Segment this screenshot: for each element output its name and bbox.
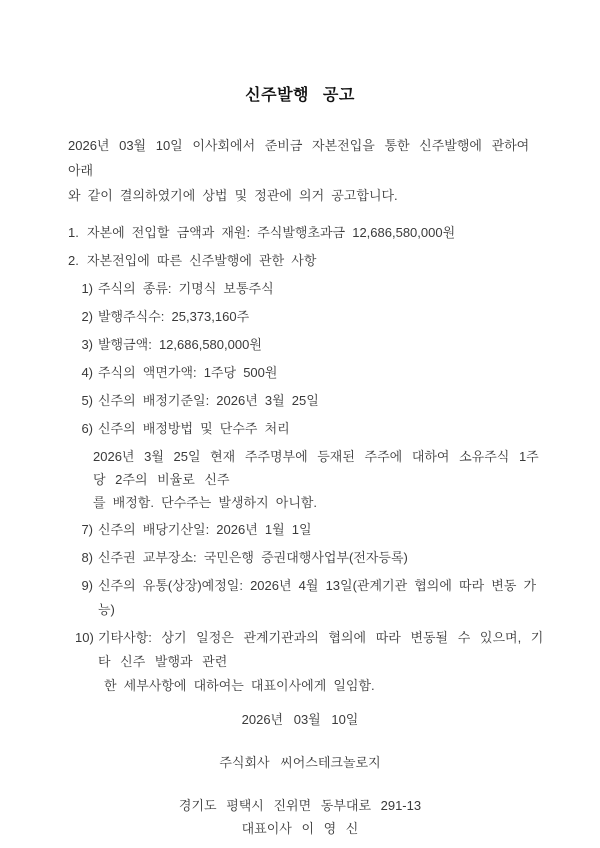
sub-item-9 — [0, 574, 600, 622]
sub-item-number: 5) — [81, 393, 93, 408]
intro-paragraph — [68, 133, 538, 208]
sub-item-number: 7) — [81, 522, 93, 537]
intro-line: 와 같이 결의하였기에 상법 및 정관에 의거 공고합니다. — [68, 188, 398, 203]
sub-item-text: 신주의 배정기준일: 2026년 3월 25일 — [98, 393, 319, 408]
sub-item-text: 신주권 교부장소: 국민은행 증권대행사업부(전자등록) — [98, 550, 408, 565]
ceo-name: 대표이사 이 영 신 — [241, 821, 359, 836]
document-title: 신주발행 공고 — [245, 87, 355, 104]
sub-item-10 — [0, 626, 600, 697]
sub-item-6-note — [0, 445, 600, 514]
sub-item-7 — [0, 518, 600, 542]
sub-item-number: 4) — [81, 365, 93, 380]
sub-item-text — [98, 626, 600, 697]
item-text: 자본전입에 따른 신주발행에 관한 사항 — [87, 253, 317, 268]
sub-item-number: 3) — [81, 337, 93, 352]
sub-item-text-line: 한 세부사항에 대하여는 대표이사에게 일임함. — [104, 678, 375, 693]
sub-item-2 — [0, 305, 600, 329]
note-line: 2026년 3월 25일 현재 주주명부에 등재된 주주에 대하여 소유주식 1주당 2주의 비율로 신주 — [93, 449, 539, 487]
sub-item-number: 8) — [81, 550, 93, 565]
sub-item-number: 2) — [81, 309, 93, 324]
notice-body — [0, 221, 600, 697]
sub-item-4 — [0, 361, 600, 385]
item-number: 2. — [68, 253, 79, 268]
sub-item-3 — [0, 333, 600, 357]
sub-item-1 — [0, 277, 600, 301]
item-number: 1. — [68, 225, 79, 240]
sub-item-text: 주식의 종류: 기명식 보통주식 — [98, 281, 274, 296]
sub-item-6 — [0, 417, 600, 441]
company-address: 경기도 평택시 진위면 동부대로 291-13 — [178, 798, 422, 813]
company-name: 주식회사 씨어스테크놀로지 — [219, 755, 381, 770]
sub-item-5 — [0, 389, 600, 413]
main-item-1 — [0, 221, 600, 245]
sub-item-text: 신주의 배당기산일: 2026년 1월 1일 — [98, 522, 312, 537]
note-line: 를 배정함. 단수주는 발생하지 아니함. — [93, 495, 318, 510]
sub-item-text: 신주의 유통(상장)예정일: 2026년 4월 13일(관계기관 협의에 따라 변동 가능) — [98, 578, 537, 617]
intro-line: 2026년 03월 10일 이사회에서 준비금 자본전입을 통한 신주발행에 관하여 아래 — [68, 138, 539, 178]
sub-item-number: 10) — [75, 630, 94, 645]
item-text: 자본에 전입할 금액과 재원: 주식발행초과금 12,686,580,000원 — [87, 225, 456, 240]
sub-item-text-line: 기타사항: 상기 일정은 관계기관과의 협의에 따라 변동될 수 있으며, 기타 신주 발행과 관련 — [98, 630, 544, 669]
sub-item-text: 신주의 배정방법 및 단수주 처리 — [98, 421, 290, 436]
sub-item-number: 1) — [81, 281, 93, 296]
sub-item-number: 9) — [81, 578, 93, 593]
main-item-2 — [0, 249, 600, 273]
sub-item-8 — [0, 546, 600, 570]
document-footer — [0, 708, 600, 840]
sub-item-text: 발행주식수: 25,373,160주 — [98, 309, 250, 324]
sub-item-text: 주식의 액면가액: 1주당 500원 — [98, 365, 278, 380]
sub-item-text: 발행금액: 12,686,580,000원 — [98, 337, 262, 352]
sub-item-number: 6) — [81, 421, 93, 436]
notice-date: 2026년 03월 10일 — [241, 712, 359, 727]
